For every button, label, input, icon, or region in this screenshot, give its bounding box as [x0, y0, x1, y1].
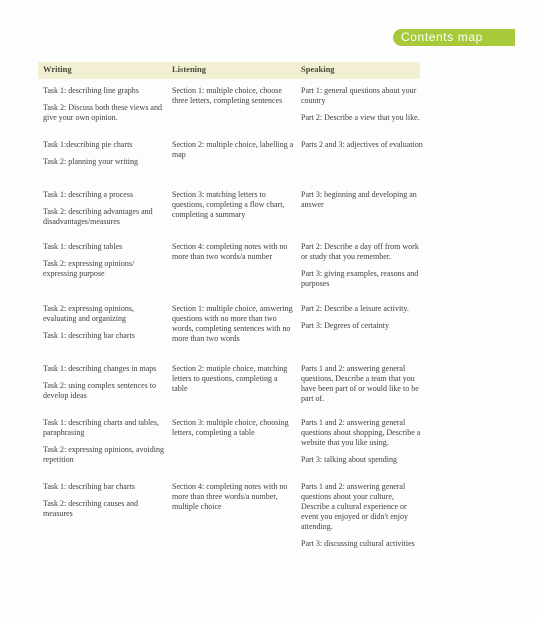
row-4-listening [172, 242, 294, 269]
list-item: Section 4: completing notes with no more than two words/a number [172, 242, 288, 261]
list-item: Task 1: describing charts and tables, paraphrasing [43, 418, 159, 437]
list-item: Parts 1 and 2: answering general questions about shopping, Describe a website that you like using. [301, 418, 421, 447]
list-item: Parts 1 and 2: answering general questions about your culture, Describe a cultural experience or event you enjoyed or didn't enjoy attending. [301, 482, 408, 531]
list-item: Task 1: describing bar charts [43, 482, 135, 491]
list-item: Task 2: describing advantages and disadvantages/measures [43, 207, 153, 226]
row-3-listening [172, 190, 294, 227]
row-6-writing [43, 364, 165, 408]
list-item: Parts 2 and 3: adjectives of evaluation [301, 140, 423, 149]
list-item: Task 1: describing tables [43, 242, 123, 251]
list-item: Task 2: using complex sentences to develop ideas [43, 381, 156, 400]
list-item: Task 2: planning your writing [43, 157, 138, 166]
row-1-listening [172, 86, 294, 113]
list-item: Section 2: multiple choice, labelling a map [172, 140, 294, 159]
list-item: Task 2: expressing opinions/ expressing purpose [43, 259, 135, 278]
list-item: Task 1: describing line graphs [43, 86, 139, 95]
list-item: Part 3: beginning and developing an answer [301, 190, 417, 209]
row-8-speaking [301, 482, 423, 556]
listening-column-header: Listening [172, 64, 207, 74]
list-item: Task 2: describing causes and measures [43, 499, 138, 518]
row-5-listening [172, 304, 294, 351]
list-item: Section 1: multiple choice, choose three letters, completing sentences [172, 86, 283, 105]
list-item: Task 2: expressing opinions, avoiding repetition [43, 445, 164, 464]
list-item: Section 3: multiple choice, choosing letters, completing a table [172, 418, 289, 437]
list-item: Section 2: mutiple choice, matching letters to questions, completing a table [172, 364, 288, 393]
table-header-band [38, 62, 420, 79]
row-6-listening [172, 364, 294, 401]
list-item: Part 2: Describe a day off from work or study that you remember. [301, 242, 419, 261]
list-item: Task 2: expressing opinions, evaluating and organizing [43, 304, 134, 323]
row-8-writing [43, 482, 165, 526]
row-2-listening [172, 140, 294, 167]
list-item: Task 1: describing a process [43, 190, 134, 199]
list-item: Task 1: describing changes in maps [43, 364, 157, 373]
row-8-listening [172, 482, 294, 519]
list-item: Part 3: Degrees of certainty [301, 321, 389, 330]
list-item: Parts 1 and 2: answering general questions, Describe a team that you have been part of or would like to be part of. [301, 364, 419, 403]
speaking-column-header: Speaking [301, 64, 335, 74]
row-4-writing [43, 242, 165, 286]
list-item: Section 4: completing notes with no more than three words/a number, multiple choice [172, 482, 288, 511]
row-3-speaking [301, 190, 423, 217]
list-item: Task 2: Discuss both these views and give your own opinion. [43, 103, 162, 122]
list-item: Part 3: discussing cultural activities [301, 539, 415, 548]
row-1-speaking [301, 86, 423, 130]
list-item: Section 1: multiple choice, answering questions with no more than two words, completing sentences with no more than two words [172, 304, 293, 343]
row-5-writing [43, 304, 165, 348]
contents-map-banner: Contents map [393, 29, 515, 46]
list-item: Part 2: Describe a view that you like. [301, 113, 420, 122]
list-item: Task 1:describing pie charts [43, 140, 133, 149]
row-2-writing [43, 140, 165, 174]
row-3-writing [43, 190, 165, 234]
row-6-speaking [301, 364, 423, 411]
row-7-listening [172, 418, 294, 445]
row-5-speaking [301, 304, 423, 338]
list-item: Part 3: giving examples, reasons and purposes [301, 269, 419, 288]
list-item: Part 2: Describe a leisure activity. [301, 304, 409, 313]
writing-column-header: Writing [43, 64, 72, 74]
row-4-speaking [301, 242, 423, 296]
row-7-speaking [301, 418, 423, 472]
list-item: Part 1: general questions about your country [301, 86, 417, 105]
row-1-writing [43, 86, 165, 130]
list-item: Part 3: talking about spending [301, 455, 397, 464]
row-7-writing [43, 418, 165, 472]
list-item: Section 3: matching letters to questions, completing a flow chart, completing a summary [172, 190, 285, 219]
row-2-speaking [301, 140, 423, 157]
list-item: Task 1: describing bar charts [43, 331, 135, 340]
